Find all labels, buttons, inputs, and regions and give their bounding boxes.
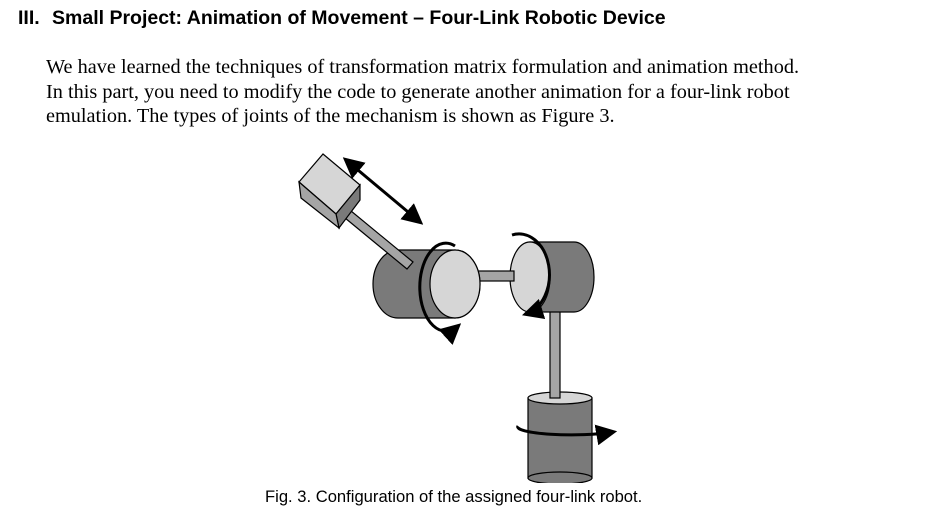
vertical-link: [550, 300, 560, 398]
section-heading: [18, 5, 666, 31]
figure-caption: Fig. 3. Configuration of the assigned four-link robot.: [265, 487, 643, 506]
robot-diagram: [280, 148, 640, 483]
right-joint-cylinder: [510, 242, 594, 312]
paragraph-line: emulation. The types of joints of the mechanism is shown as Figure 3.: [46, 105, 615, 127]
prismatic-rod: [339, 206, 413, 269]
section-title: Small Project: Animation of Movement – Four-Link Robotic Device: [52, 7, 666, 29]
paragraph-line: In this part, you need to modify the code to generate another animation for a four-link robot: [46, 80, 790, 103]
section-number: III.: [18, 7, 40, 29]
horizontal-link: [478, 271, 514, 281]
paragraph-line: We have learned the techniques of transformation matrix formulation and animation method.: [46, 56, 800, 78]
base-cylinder: [528, 392, 592, 483]
body-paragraph: [46, 55, 926, 129]
